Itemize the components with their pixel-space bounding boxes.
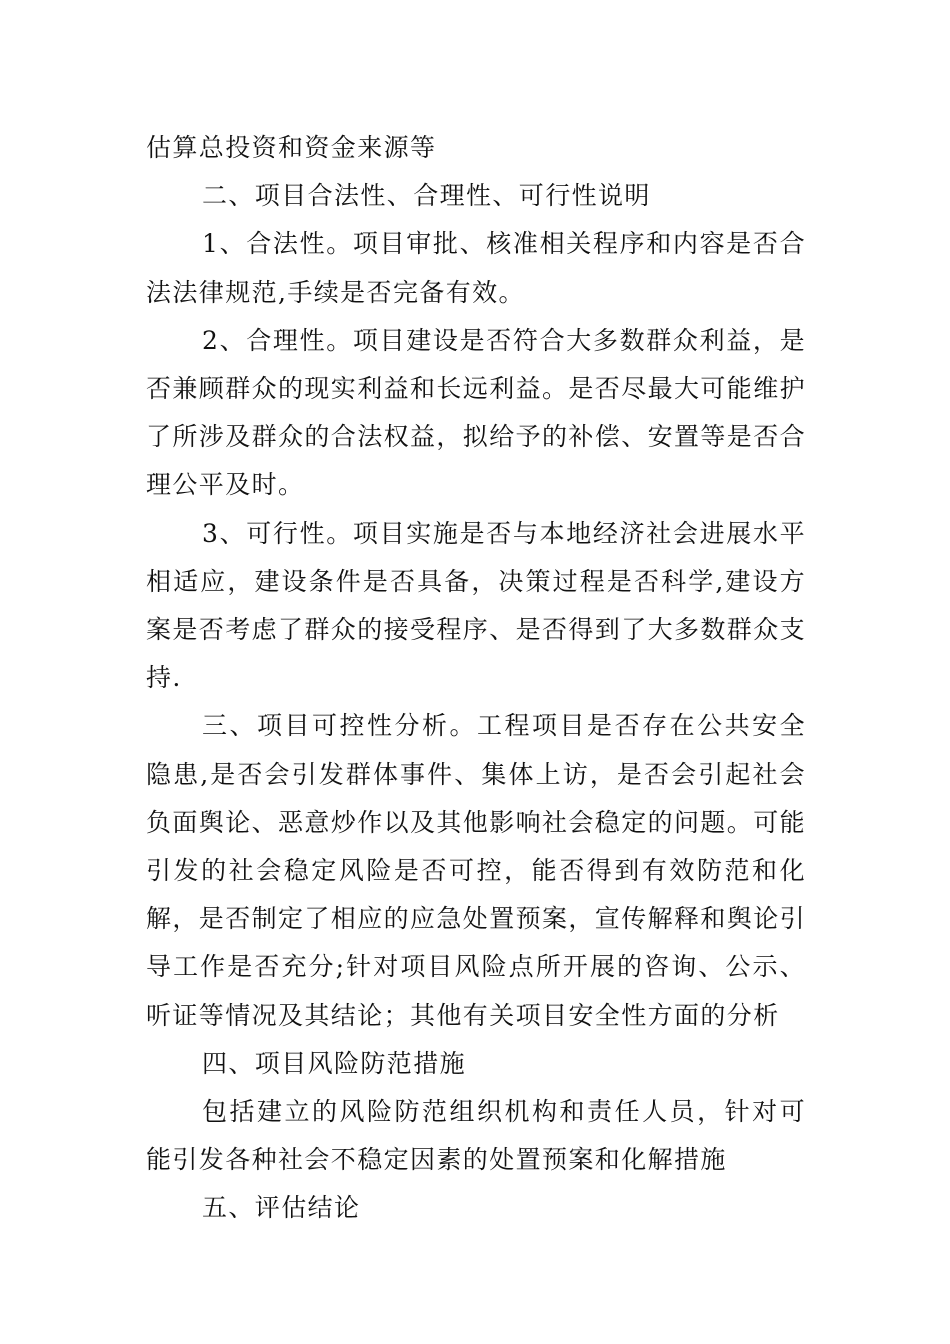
paragraph-risk-prevention: 包括建立的风险防范组织机构和责任人员，针对可能引发各种社会不稳定因素的处置预案和化解措施	[146, 1097, 806, 1175]
paragraph-continuation: 估算总投资和资金来源等	[146, 133, 437, 162]
paragraph-controllability-analysis: 三、项目可控性分析。工程项目是否存在公共安全隐患,是否会引发群体事件、集体上访，是否会引起社会负面舆论、恶意炒作以及其他影响社会稳定的问题。可能引发的社会稳定风险是否可控，能否得到有效防范和化解，是否制定了相应的应急处置预案，宣传解释和舆论引导工作是否充分;针对项目风险点所开展的咨询、公示、听证等情况及其结论；其他有关项目安全性方面的分析	[146, 711, 807, 1030]
document-body	[146, 124, 806, 1233]
paragraph-rationality: 2、合理性。项目建设是否符合大多数群众利益，是否兼顾群众的现实利益和长远利益。是否尽最大可能维护了所涉及群众的合法权益，拟给予的补偿、安置等是否合理公平及时。	[146, 325, 807, 500]
paragraph-legality: 1、合法性。项目审批、核准相关程序和内容是否合法法律规范,手续是否完备有效。	[146, 229, 806, 307]
section-heading-risk-prevention: 四、项目风险防范措施	[202, 1048, 467, 1078]
section-heading-evaluation-conclusion: 五、评估结论	[202, 1193, 361, 1223]
paragraph-feasibility: 3、可行性。项目实施是否与本地经济社会进展水平相适应，建设条件是否具备，决策过程是否科学,建设方案是否考虑了群众的接受程序、是否得到了大多数群众支持.	[146, 518, 807, 693]
section-heading-legality-rationality-feasibility: 二、项目合法性、合理性、可行性说明	[202, 181, 651, 211]
